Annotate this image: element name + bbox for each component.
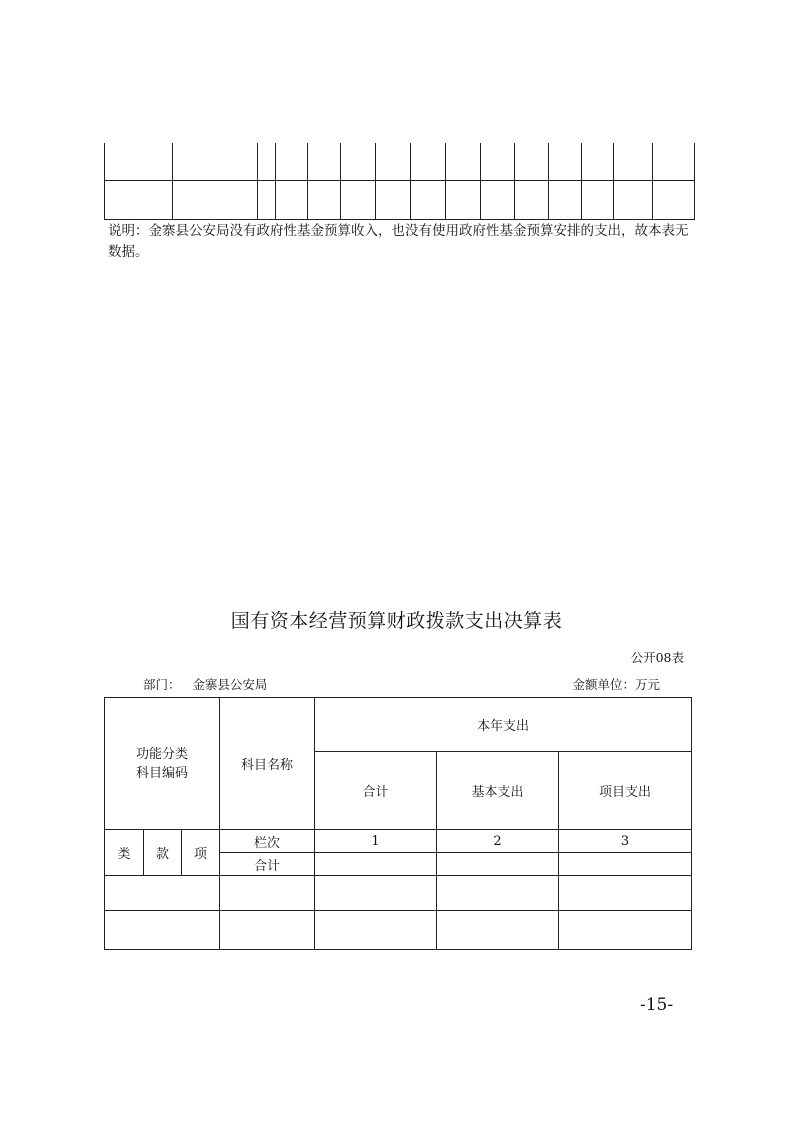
table-column-divider: [652, 143, 653, 220]
item-header: 项: [182, 830, 220, 876]
function-class-code-header: 功能分类 科目编码: [105, 698, 220, 830]
table-column-divider: [275, 143, 276, 220]
column-number-2: 2: [437, 830, 559, 853]
table-cell: [559, 876, 692, 911]
table-cell: [437, 911, 559, 950]
previous-table-fragment: [104, 143, 695, 220]
state-capital-expenditure-table: [104, 697, 692, 950]
table-column-divider: [172, 143, 173, 220]
total-header: 合计: [315, 752, 437, 830]
table-cell: [559, 911, 692, 950]
table-cell: [315, 911, 437, 950]
table-column-divider: [445, 143, 446, 220]
amount-unit-label: 金额单位：万元: [572, 677, 660, 692]
category-header: 类: [105, 830, 144, 876]
section-header: 款: [144, 830, 182, 876]
table-cell: [220, 911, 315, 950]
project-expenditure-header: 项目支出: [559, 752, 692, 830]
table-column-divider: [694, 143, 695, 220]
table-code: 公开08表: [630, 650, 684, 665]
column-number-1: 1: [315, 830, 437, 853]
column-number-3: 3: [559, 830, 692, 853]
department-label: 部门： 金寨县公安局: [143, 677, 268, 692]
total-row-label: 合计: [220, 853, 315, 876]
table-cell: [315, 853, 437, 876]
table-column-divider: [613, 143, 614, 220]
table-cell: [559, 853, 692, 876]
table-cell: [437, 876, 559, 911]
table-cell: [437, 853, 559, 876]
table-bottom-border: [104, 219, 695, 220]
table-row-divider: [104, 180, 695, 181]
table-column-divider: [104, 143, 105, 220]
table-column-divider: [514, 143, 515, 220]
table-cell: [315, 876, 437, 911]
column-number-label: 栏次: [220, 830, 315, 853]
table-title: 国有资本经营预算财政拨款支出决算表: [230, 610, 563, 632]
table-column-divider: [410, 143, 411, 220]
table-cell: [220, 876, 315, 911]
table-cell: [105, 876, 220, 911]
table-column-divider: [307, 143, 308, 220]
table-cell: [105, 911, 220, 950]
table-column-divider: [480, 143, 481, 220]
subject-name-header: 科目名称: [220, 698, 315, 830]
page-number: -15-: [640, 995, 674, 1015]
table-column-divider: [548, 143, 549, 220]
table-column-divider: [257, 143, 258, 220]
basic-expenditure-header: 基本支出: [437, 752, 559, 830]
table-note: 说明：金寨县公安局没有政府性基金预算收入，也没有使用政府性基金预算安排的支出，故本表无数据。: [108, 223, 689, 260]
table-column-divider: [581, 143, 582, 220]
table-column-divider: [340, 143, 341, 220]
current-year-expenditure-header: 本年支出: [315, 698, 692, 752]
table-column-divider: [375, 143, 376, 220]
